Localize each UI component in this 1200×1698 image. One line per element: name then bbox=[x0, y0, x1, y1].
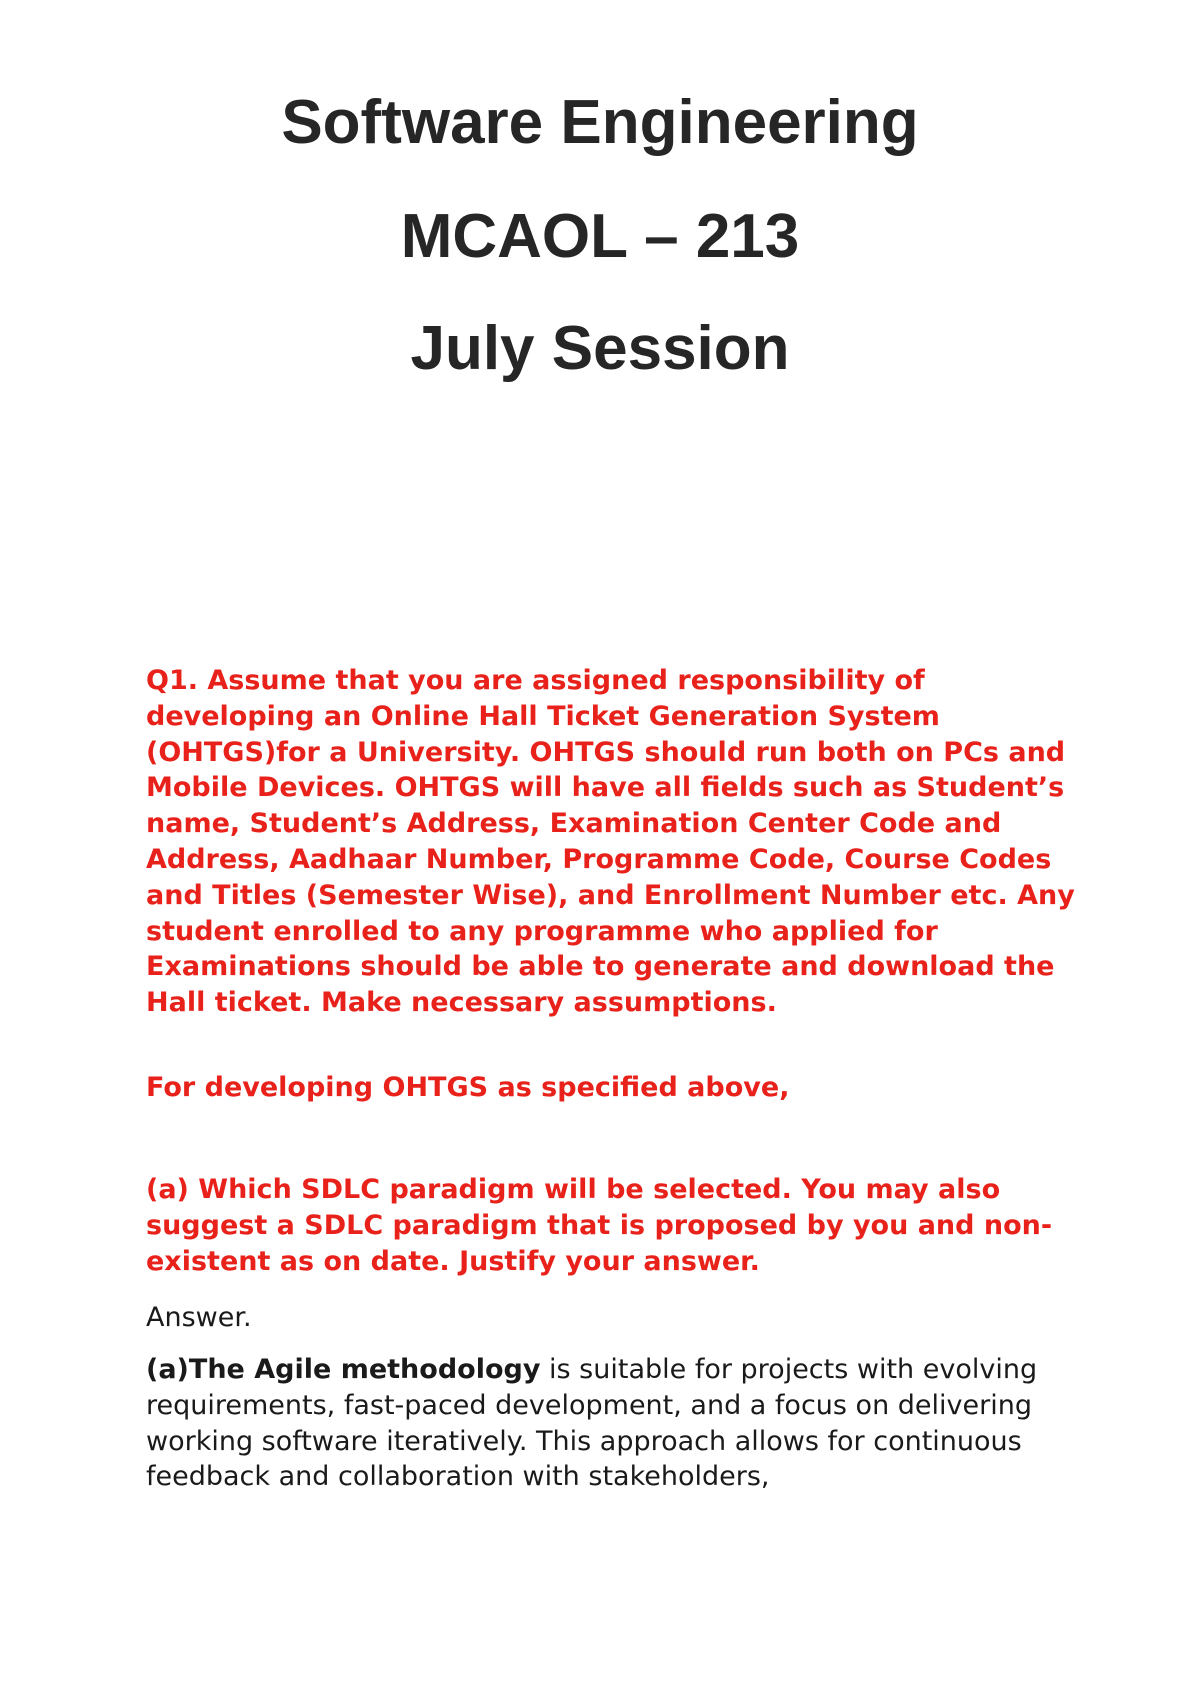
session-name: July Session bbox=[410, 314, 790, 383]
document-title: Software Engineering bbox=[281, 88, 919, 157]
answer-part-a-heading: (a)The Agile methodology bbox=[146, 1354, 541, 1385]
answer-part-a-text: is suitable for projects with evolving requirements, fast-paced development, and a focus on delivering working software iteratively. This approach allows for continuous feedback and collaboration with stakeholders, bbox=[146, 1354, 1038, 1493]
question-part-a: (a) Which SDLC paradigm will be selected. You may also suggest a SDLC paradigm that is proposed by you and non-existent as on date. Justify your answer. bbox=[146, 1174, 1053, 1277]
question-q1: Q1. Assume that you are assigned responsibility of developing an Online Hall Ticket Generation System (OHTGS)for a University. OHTGS should run both on PCs and Mobile Devices. OHTGS will have all fields such as Student’s name, Student’s Address, Examination Center Code and Address, Aadhaar Number, Programme Code, Course Codes and Titles (Semester Wise), and Enrollment Number etc. Any student enrolled to any programme who applied for Examinations should be able to generate and download the Hall ticket. Make necessary assumptions. bbox=[146, 665, 1075, 1019]
course-code: MCAOL – 213 bbox=[400, 202, 800, 271]
question-intro: For developing OHTGS as specified above, bbox=[146, 1072, 790, 1103]
answer-part-a bbox=[146, 1352, 1086, 1495]
answer-label: Answer. bbox=[146, 1302, 252, 1333]
